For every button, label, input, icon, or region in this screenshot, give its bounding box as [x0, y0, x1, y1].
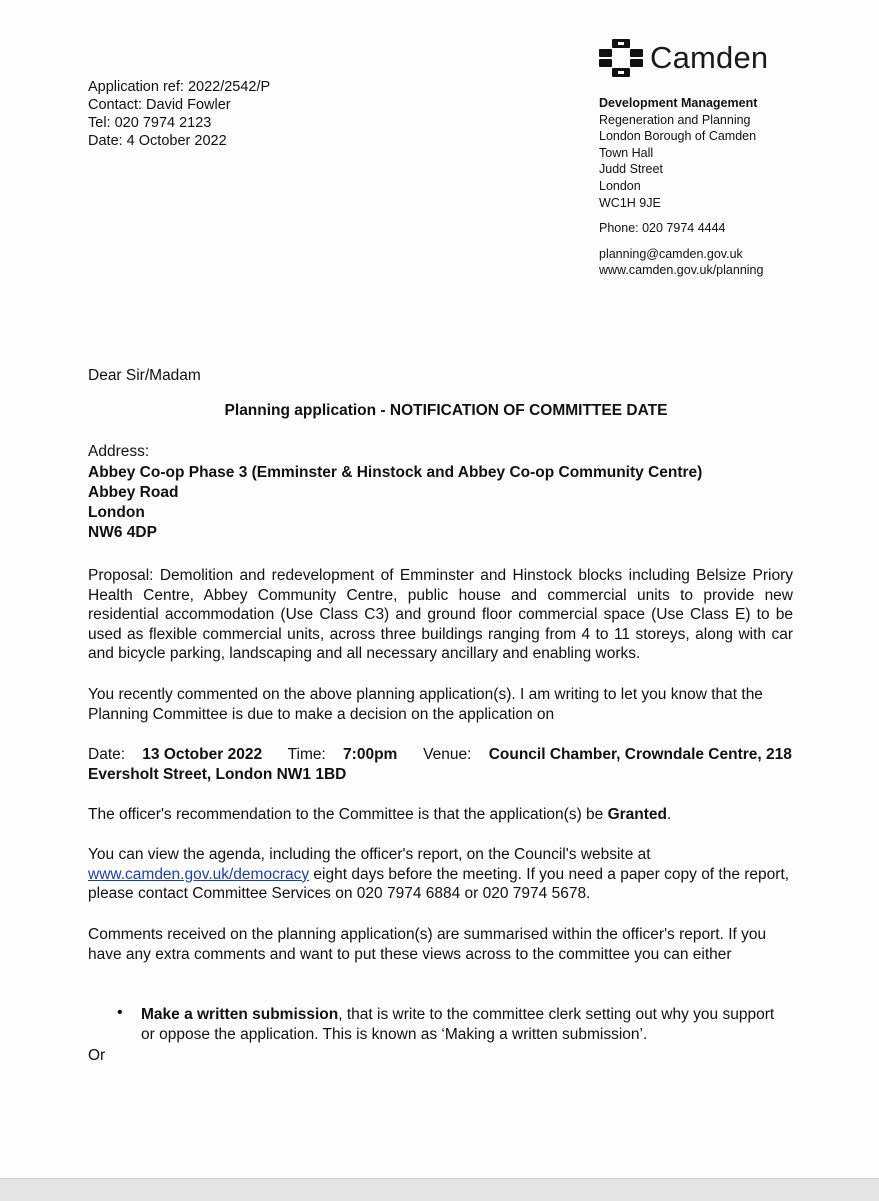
meeting-date-label: Date:	[88, 746, 126, 763]
commented-paragraph: You recently commented on the above planning application(s). I am writing to let you know that the Planning Committee is due to make a decision on the application on	[88, 686, 763, 723]
letter-subject: Planning application - NOTIFICATION OF COMMITTEE DATE	[224, 402, 668, 419]
reference-block	[88, 78, 270, 150]
dept-website[interactable]: www.camden.gov.uk/planning	[599, 263, 764, 278]
department-block	[599, 95, 763, 279]
recommendation-paragraph	[88, 805, 793, 825]
meeting-venue: Council Chamber, Crowndale Centre, 218 Eversholt Street, London NW1 1BD	[88, 746, 792, 783]
meeting-venue-label: Venue:	[423, 746, 472, 763]
address-line: Abbey Co-op Phase 3 (Emminster & Hinstock and Abbey Co-op Community Centre)	[88, 464, 703, 481]
dept-address-line: London Borough of Camden	[599, 129, 757, 144]
or-text: Or	[88, 1047, 106, 1064]
dept-address-line: Regeneration and Planning	[599, 112, 751, 127]
written-submission-text: , that is write to the committee clerk setting out why you support or oppose the application. This is known as ‘Making a written submission’.	[141, 1006, 775, 1043]
dept-email[interactable]: planning@camden.gov.uk	[599, 246, 743, 261]
written-submission-title: Make a written submission	[141, 1006, 339, 1023]
address-line: London	[88, 504, 145, 521]
site-address	[88, 463, 702, 543]
department-name: Development Management	[599, 96, 758, 110]
dept-address-line: London	[599, 178, 641, 193]
dept-address-line: Town Hall	[599, 145, 654, 160]
recommendation-value: Granted	[607, 806, 668, 823]
democracy-link[interactable]: www.camden.gov.uk/democracy	[88, 865, 310, 883]
dept-phone: Phone: 020 7974 4444	[599, 221, 726, 236]
camden-logo	[598, 38, 768, 78]
proposal-paragraph: Proposal: Demolition and redevelopment of Emminster and Hinstock blocks including Belsize Priory Health Centre, Abbey Community Centre, public house and commercial units to provide new residential accommodation (Use Class C3) and ground floor commercial space (Use Class E) to be used as flexible commercial units, across three buildings ranging from 4 to 11 storeys, along with car and bicycle parking, landscaping and all necessary ancillary and enabling works.	[88, 567, 793, 662]
meeting-time: 7:00pm	[343, 746, 398, 763]
letter-date: Date: 4 October 2022	[88, 133, 227, 149]
recommendation-end: .	[667, 806, 672, 823]
telephone: Tel: 020 7974 2123	[88, 115, 212, 131]
address-label: Address:	[88, 443, 150, 460]
contact: Contact: David Fowler	[88, 97, 231, 113]
camden-logo-icon	[598, 38, 644, 78]
page-edge	[0, 1178, 879, 1201]
dept-address-line: Judd Street	[599, 162, 663, 177]
meeting-details	[88, 745, 793, 785]
agenda-text: You can view the agenda, including the officer's report, on the Council's website at	[88, 846, 651, 863]
address-line: Abbey Road	[88, 484, 179, 501]
logo-wordmark: Camden	[650, 40, 769, 75]
bullet-icon: •	[117, 1004, 123, 1021]
agenda-paragraph	[88, 845, 793, 904]
dept-address-line: WC1H 9JE	[599, 195, 661, 210]
meeting-time-label: Time:	[287, 746, 326, 763]
agenda-text-end: eight days before the meeting. If you need a paper copy of the report, please contact Committee Services on 020 7974 6884 or 020 7974 5678.	[88, 865, 790, 902]
application-ref: Application ref: 2022/2542/P	[88, 79, 271, 95]
comments-paragraph: Comments received on the planning application(s) are summarised within the officer's report. If you have any extra comments and want to put these views across to the committee you can either	[88, 926, 767, 963]
address-line: NW6 4DP	[88, 524, 157, 541]
recommendation-text: The officer's recommendation to the Committee is that the application(s) be	[88, 806, 608, 823]
salutation: Dear Sir/Madam	[88, 367, 201, 384]
written-submission-item	[141, 1005, 791, 1044]
meeting-date: 13 October 2022	[142, 746, 263, 763]
